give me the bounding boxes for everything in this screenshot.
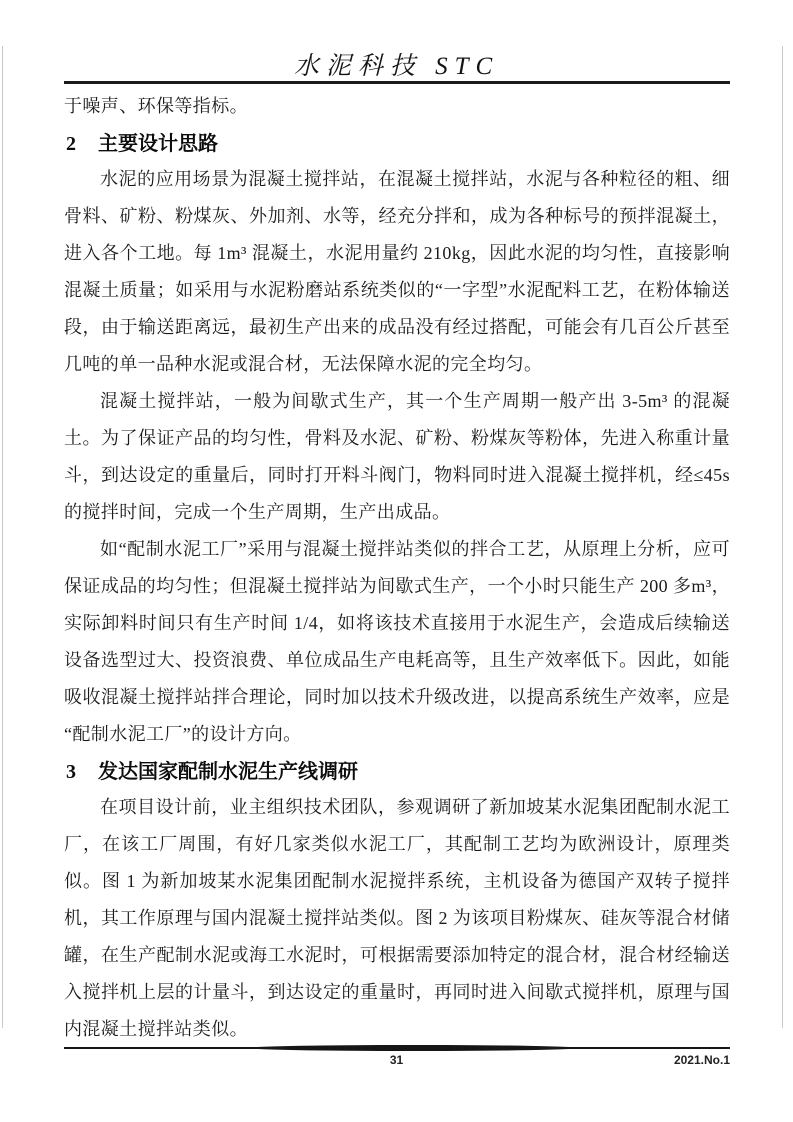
paragraph: 混凝土搅拌站，一般为间歇式生产，其一个生产周期一般产出 3-5m³ 的混凝土。为了保证产品的均匀性，骨料及水泥、矿粉、粉煤灰等粉体，先进入称重计量斗，到达设定的重量后，同时打开料斗阀门，物料同时进入混凝土搅拌机，经≤45s 的搅拌时间，完成一个生产周期，生产出成品。	[64, 391, 730, 522]
page-edge-line-right	[782, 46, 783, 1028]
footer-rule-bulge	[248, 1045, 578, 1051]
paragraph: 在项目设计前，业主组织技术团队，参观调研了新加坡某水泥集团配制水泥工厂，在该工厂周围，有好几家类似水泥工厂，其配制工艺均为欧洲设计，原理类似。图 1 为新加坡某水泥集团配制水泥搅拌系统，主机设备为德国产双转子搅拌机，其工作原理与国内混凝土搅拌站类似。图 2 为该项目粉煤灰、硅灰等混合材储罐，在生产配制水泥或海工水泥时，可根据需要添加特定的混合材，混合材经输送入搅拌机上层的计量斗，到达设定的重量时，再同时进入间歇式搅拌机，原理与国内混凝土搅拌站类似。	[64, 797, 730, 1039]
journal-title: 水泥科技 STC	[293, 53, 500, 80]
section-number: 3	[66, 761, 76, 783]
footer-page-number: 31	[389, 1053, 404, 1067]
header-rule	[64, 81, 730, 84]
page-edge-line-left	[2, 46, 3, 1028]
section-heading-3	[66, 758, 730, 786]
section-title: 发达国家配制水泥生产线调研	[98, 761, 358, 783]
section-title: 主要设计思路	[98, 133, 218, 155]
section-number: 2	[66, 133, 76, 155]
section-heading-2	[66, 130, 730, 158]
paragraph-intro-fragment: 于噪声、环保等指标。	[64, 96, 248, 116]
page-content	[64, 88, 730, 1048]
footer-issue-label: 2021.No.1	[673, 1053, 730, 1067]
paragraph: 如“配制水泥工厂”采用与混凝土搅拌站类似的拌合工艺，从原理上分析，应可保证成品的均匀性；但混凝土搅拌站为间歇式生产，一个小时只能生产 200 多m³，实际卸料时间只有生产时间 1/4，如将该技术直接用于水泥生产，会造成后续输送设备选型过大、投资浪费、单位成品生产电耗高等，且生产效率低下。因此，如能吸收混凝土搅拌站拌合理论，同时加以技术升级改进，以提高系统生产效率，应是“配制水泥工厂”的设计方向。	[64, 539, 730, 744]
paragraph: 水泥的应用场景为混凝土搅拌站，在混凝土搅拌站，水泥与各种粒径的粗、细骨料、矿粉、粉煤灰、外加剂、水等，经充分拌和，成为各种标号的预拌混凝土，进入各个工地。每 1m³ 混凝土，水泥用量约 210kg，因此水泥的均匀性，直接影响混凝土质量；如采用与水泥粉磨站系统类似的“一字型”水泥配料工艺，在粉体输送段，由于输送距离远，最初生产出来的成品没有经过搭配，可能会有几百公斤甚至几吨的单一品种水泥或混合材，无法保障水泥的完全均匀。	[64, 169, 730, 374]
